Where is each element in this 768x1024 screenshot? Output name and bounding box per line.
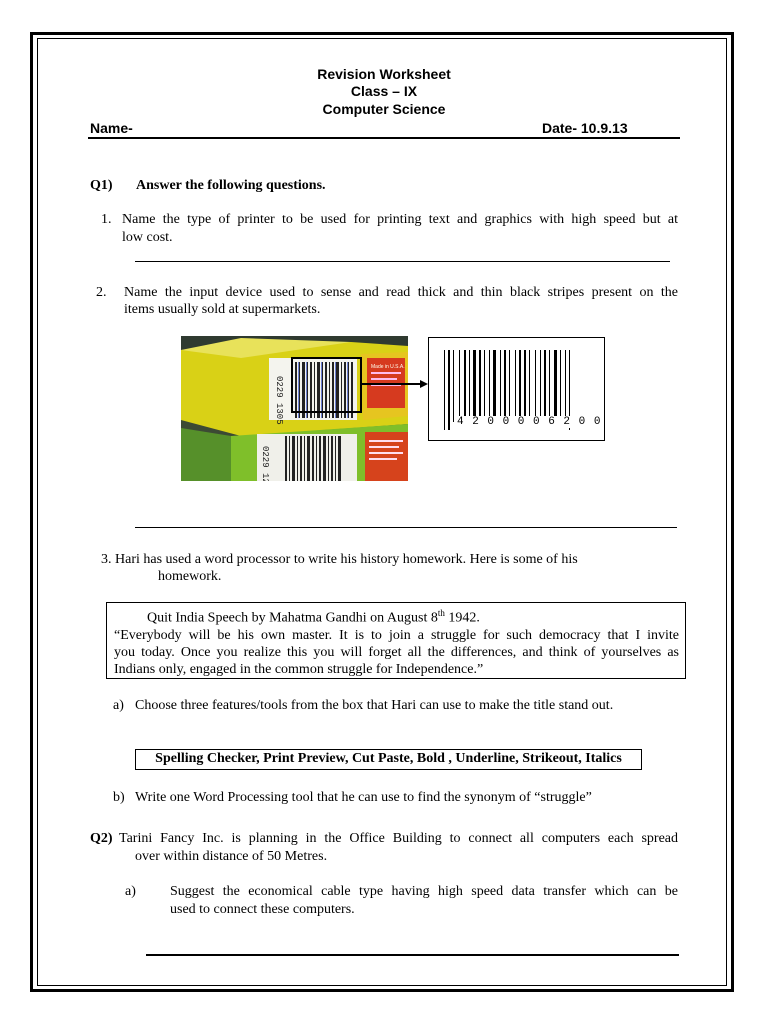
barcode-bar xyxy=(500,350,501,422)
barcode-bar xyxy=(544,350,546,422)
barcode-bar xyxy=(509,350,510,422)
homework-body-line1: “Everybody will be his own master. It is to join a struggle for such democracy that I invite xyxy=(114,627,679,643)
barcode-bar xyxy=(554,350,557,422)
q2-text-line1: Tarini Fancy Inc. is planning in the Office Building to connect all computers each spread xyxy=(119,831,678,846)
barcode-bar xyxy=(524,350,526,422)
date-label: Date- 10.9.13 xyxy=(542,120,628,136)
homework-excerpt-box xyxy=(106,602,686,679)
class-heading: Class – IX xyxy=(350,83,418,99)
barcode-bar xyxy=(484,350,485,422)
barcode-illustration xyxy=(428,337,605,441)
photo-label-text: Made in U.S.A. xyxy=(371,364,405,370)
q1-heading: Answer the following questions. xyxy=(136,178,326,193)
barcode-bar xyxy=(519,350,521,422)
q1-item3-text-line1: 3. Hari has used a word processor to write his history homework. Here is some of his xyxy=(101,552,578,567)
q1-item1-text-line2: low cost. xyxy=(122,230,173,245)
barcode-bar xyxy=(565,350,566,422)
barcode-bar xyxy=(453,350,454,422)
q2-text-line2: over within distance of 50 Metres. xyxy=(135,849,328,864)
barcode-bar xyxy=(535,350,536,422)
sub-b-label: b) xyxy=(113,790,125,805)
barcode-bar xyxy=(529,350,530,422)
barcode-bar xyxy=(473,350,476,422)
subject-heading: Computer Science xyxy=(322,101,446,117)
sub-a-label: a) xyxy=(113,698,124,713)
barcode-bar xyxy=(464,350,466,422)
photo-top-numbers: 0229 1305 xyxy=(274,376,284,425)
q1-item2-text-line1: Name the input device used to sense and read thick and thin black stripes present on the xyxy=(124,285,678,300)
barcode-bar xyxy=(479,350,481,422)
homework-body-line3: Indians only, engaged in the common struggle for Independence.” xyxy=(114,661,484,677)
barcode-bar xyxy=(515,350,516,422)
barcode-bar xyxy=(493,350,496,422)
barcode-bar xyxy=(448,350,450,430)
worksheet-title: Revision Worksheet xyxy=(317,66,451,82)
q1-item2-text-line2: items usually sold at supermarkets. xyxy=(124,302,321,317)
barcode-bar xyxy=(549,350,550,422)
q2-sub-a-text-line1: Suggest the economical cable type having high speed data transfer which can be xyxy=(170,884,678,899)
q1-item1-number: 1. xyxy=(101,212,112,227)
tools-options-box: Spelling Checker, Print Preview, Cut Paste, Bold , Underline, Strikeout, Italics xyxy=(135,749,642,770)
barcode-bar xyxy=(560,350,561,422)
q1-item1-text-line1: Name the type of printer to be used for printing text and graphics with high speed but at xyxy=(122,212,678,227)
name-label: Name- xyxy=(90,120,133,136)
q2-sub-a-label: a) xyxy=(125,884,136,899)
sub-b-text: Write one Word Processing tool that he can use to find the synonym of “struggle” xyxy=(135,790,592,805)
barcode-bar xyxy=(469,350,470,422)
answer-line-2[interactable] xyxy=(135,527,677,528)
q2-label: Q2) xyxy=(90,831,113,846)
q1-label: Q1) xyxy=(90,178,113,193)
q1-item2-number: 2. xyxy=(96,285,107,300)
barcode-bar xyxy=(459,350,460,422)
homework-title: Quit India Speech by Mahatma Gandhi on August 8th 1942. xyxy=(147,608,480,626)
barcode-bar xyxy=(444,350,445,430)
sub-a-text: Choose three features/tools from the box that Hari can use to make the title stand out. xyxy=(135,698,614,713)
header-rule xyxy=(88,137,680,139)
photo-bottom-numbers: 0229 1208 xyxy=(260,446,270,481)
barcode-product-photo xyxy=(181,336,408,481)
arrow-right-icon xyxy=(420,380,428,388)
q2-sub-a-text-line2: used to connect these computers. xyxy=(170,902,355,917)
answer-line-3[interactable] xyxy=(146,954,679,956)
barcode-bar xyxy=(540,350,541,422)
barcode-bar xyxy=(504,350,506,422)
homework-body-line2: you today. Once you realize this you will forget all the differences, and think of yourselves as xyxy=(114,644,679,660)
barcode-digits: 4 2 0 0 0 0 6 2 0 0 xyxy=(457,416,602,428)
answer-line-1[interactable] xyxy=(135,261,670,262)
barcode-bar xyxy=(489,350,490,422)
q1-item3-text-line2: homework. xyxy=(158,569,222,584)
arrow-line xyxy=(360,383,424,385)
